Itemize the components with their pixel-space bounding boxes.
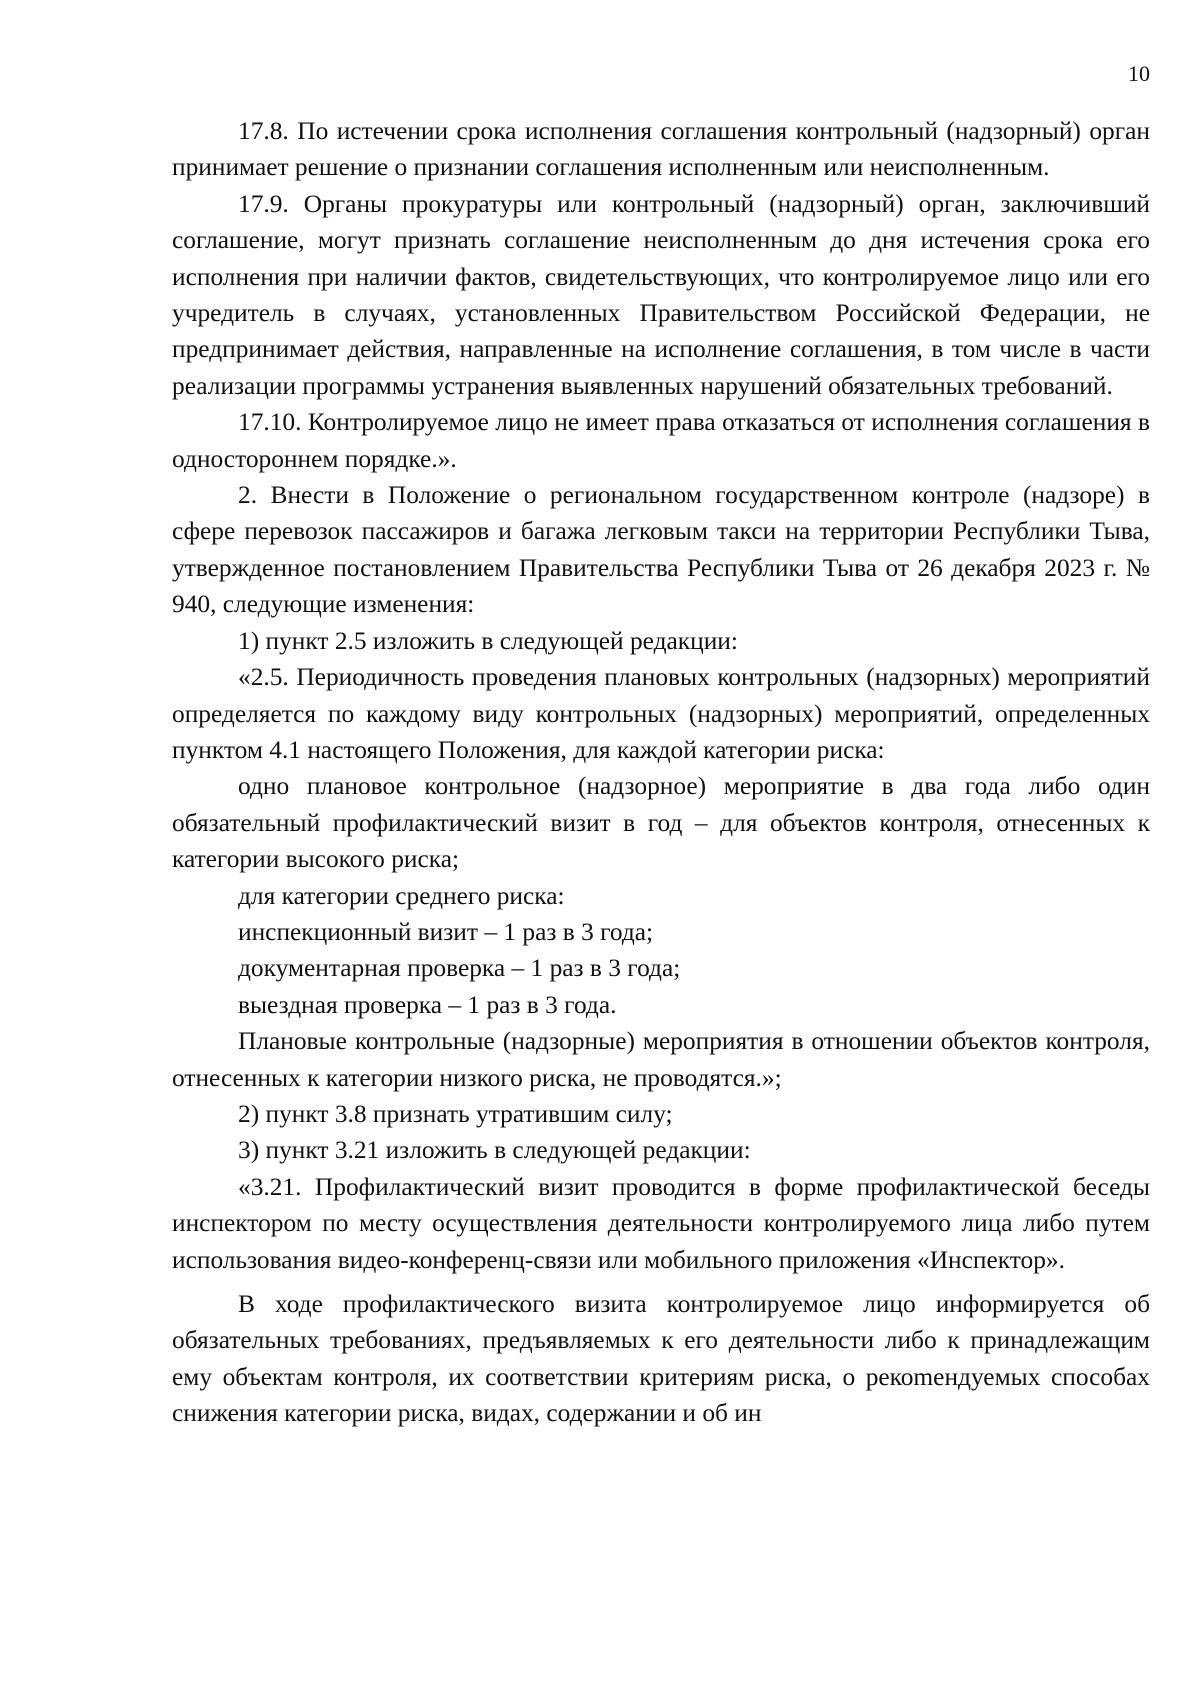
paragraph-high-risk: одно плановое контрольное (надзорное) мероприятие в два года либо один обязательный профилактический визит в год – для объектов контроля, отнесенных к категории высокого риска; [172, 772, 1150, 874]
paragraph-subitem-2: 2) пункт 3.8 признать утратившим силу; [238, 1099, 673, 1128]
paragraph-low-risk: Плановые контрольные (надзорные) мероприятия в отношении объектов контроля, отнесенных к категории низкого риска, не проводятся.»; [172, 1027, 1150, 1092]
page-number: 10 [1128, 61, 1150, 86]
document-body [172, 113, 1150, 1432]
paragraph-17-8: 17.8. По истечении срока исполнения соглашения контрольный (надзорный) орган принимает решение о признании соглашения исполненным или неисполненным. [172, 117, 1150, 182]
paragraph-subitem-3: 3) пункт 3.21 изложить в следующей редакции: [238, 1136, 751, 1165]
paragraph-item-2: 2. Внести в Положение о региональном государственном контроле (надзоре) в сфере перевозок пассажиров и багажа легковым такси на территории Республики Тыва, утвержденное постановлением Правительства Республики Тыва от 26 декабря 2023 г. № 940, следующие изменения: [172, 481, 1150, 619]
paragraph-17-9: 17.9. Органы прокуратуры или контрольный (надзорный) орган, заключивший соглашение, могут признать соглашение неисполненным до дня истечения срока его исполнения при наличии фактов, свидетельствующих, что контролируемое лицо или его учредитель в случаях, установленных Правительством Российской Федерации, не предпринимает действия, направленные на исполнение соглашения, в том числе в части реализации программы устранения выявленных нарушений обязательных требований. [172, 189, 1150, 400]
paragraph-medium-risk: для категории среднего риска: [238, 881, 565, 910]
paragraph-3-21: «3.21. Профилактический визит проводится в форме профилактической беседы инспектором по месту осуществления деятельности контролируемого лица либо путем использования видео-конференц-связи или мобильного приложения «Инспектор». [172, 1172, 1150, 1274]
paragraph-subitem-1: 1) пункт 2.5 изложить в следующей редакции: [238, 626, 738, 655]
paragraph-17-10: 17.10. Контролируемое лицо не имеет права отказаться от исполнения соглашения в одностороннем порядке.». [172, 408, 1150, 473]
paragraph-visit-info: В ходе профилактического визита контролируемое лицо информируется об обязательных требованиях, предъявляемых к его деятельности либо к принадлежащим ему объектам контроля, их соответствии критериям риска, о рекоmендуемых способах снижения категории риска, видах, содержании и об ин [172, 1290, 1150, 1428]
paragraph-document-check: документарная проверка – 1 раз в 3 года; [238, 954, 681, 983]
paragraph-field-check: выездная проверка – 1 раз в 3 года. [238, 990, 617, 1019]
paragraph-inspection-visit: инспекционный визит – 1 раз в 3 года; [238, 917, 654, 946]
paragraph-2-5: «2.5. Периодичность проведения плановых контрольных (надзорных) мероприятий определяется по каждому виду контрольных (надзорных) мероприятий, определенных пунктом 4.1 настоящего Положения, для каждой категории риска: [172, 663, 1150, 764]
